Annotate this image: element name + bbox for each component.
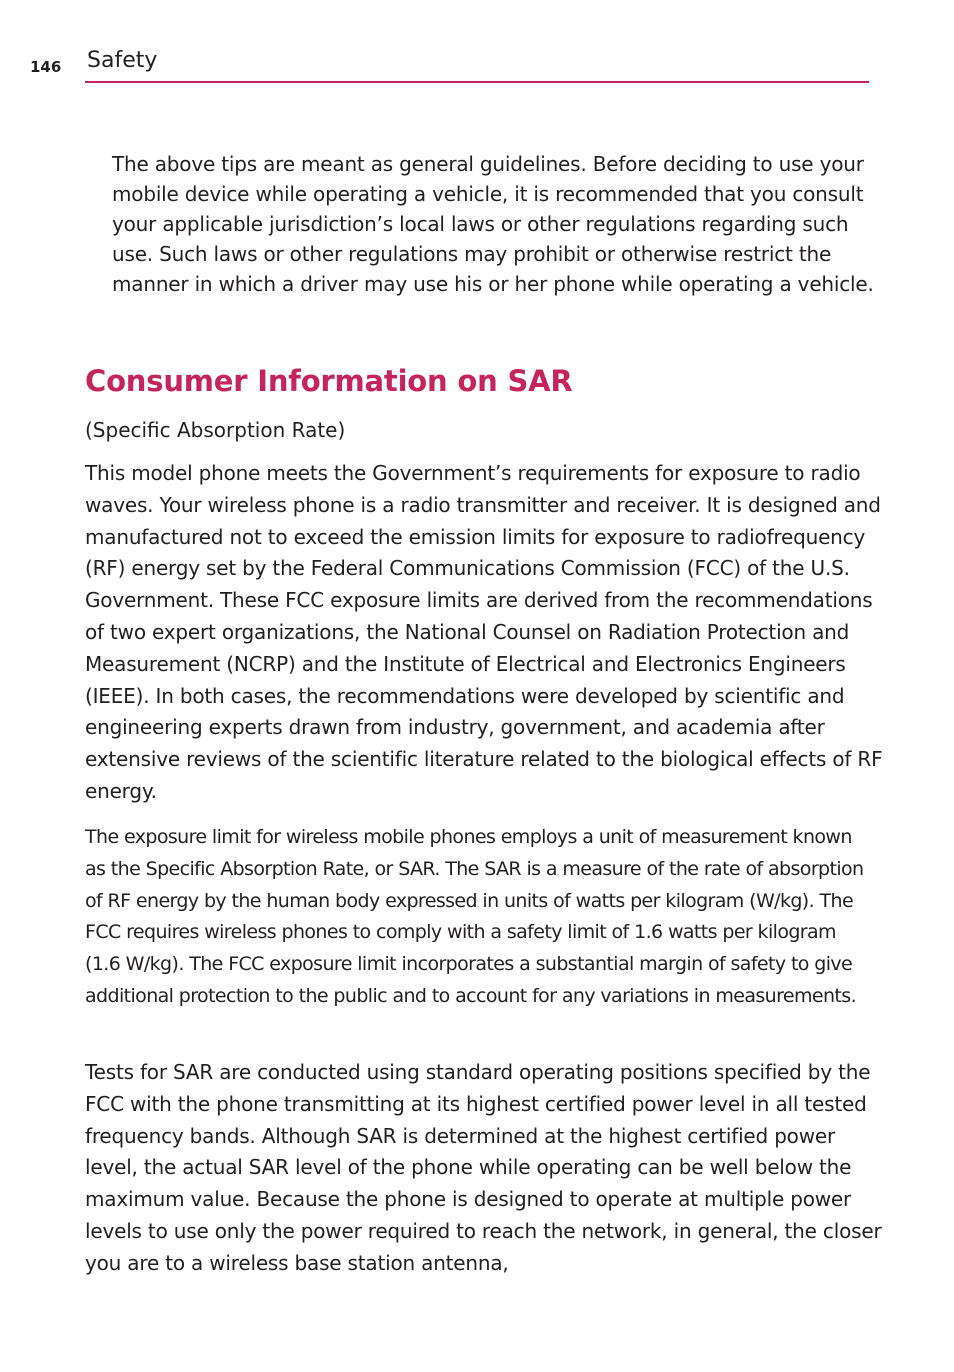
body-paragraph-3: Tests for SAR are conducted using standard operating positions specified by the FCC with the phone transmitting at its highest certified power level in all tested frequency bands. Although SAR is determined at the highest certified power level, the actual SAR level of the phone while operating can be well below the maximum value. Because the phone is designed to operate at multiple power levels to use only the power required to reach the network, in general, the closer you are to a wireless base station antenna, bbox=[85, 1060, 882, 1275]
body-paragraph-1: This model phone meets the Government’s requirements for exposure to radio waves. Your wireless phone is a radio transmitter and receiver. It is designed and manufactured not to exceed the emission limits for exposure to radiofrequency (RF) energy set by the Federal Communications Commission (FCC) of the U.S. Government. These FCC exposure limits are derived from the recommendations of two expert organizations, the National Counsel on Radiation Protection and Measurement (NCRP) and the Institute of Electrical and Electronics Engineers (IEEE). In both cases, the recommendations were developed by scientific and engineering experts drawn from industry, government, and academia after extensive reviews of the scientific literature related to the biological effects of RF energy. bbox=[85, 461, 883, 803]
section-title: Safety bbox=[87, 48, 158, 73]
tips-paragraph: The above tips are meant as general guidelines. Before deciding to use your mobile device while operating a vehicle, it is recommended that you consult your applicable jurisdiction’s local laws or other regulations regarding such use. Such laws or other regulations may prohibit or otherwise restrict the manner in which a driver may use his or her phone while operating a vehicle. bbox=[112, 152, 874, 296]
page-number: 146 bbox=[30, 58, 62, 76]
header-divider bbox=[85, 81, 869, 83]
page-heading: Consumer Information on SAR bbox=[85, 364, 573, 398]
body-paragraph-2: The exposure limit for wireless mobile phones employs a unit of measurement known as the Specific Absorption Rate, or SAR. The SAR is a measure of the rate of absorption of RF energy by the human body expressed in units of watts per kilogram (W/kg). The FCC requires wireless phones to comply with a safety limit of 1.6 watts per kilogram (1.6 W/kg). The FCC exposure limit incorporates a substantial margin of safety to give additional protection to the public and to account for any variations in measurements. bbox=[85, 826, 864, 1007]
subheading: (Specific Absorption Rate) bbox=[85, 418, 346, 442]
